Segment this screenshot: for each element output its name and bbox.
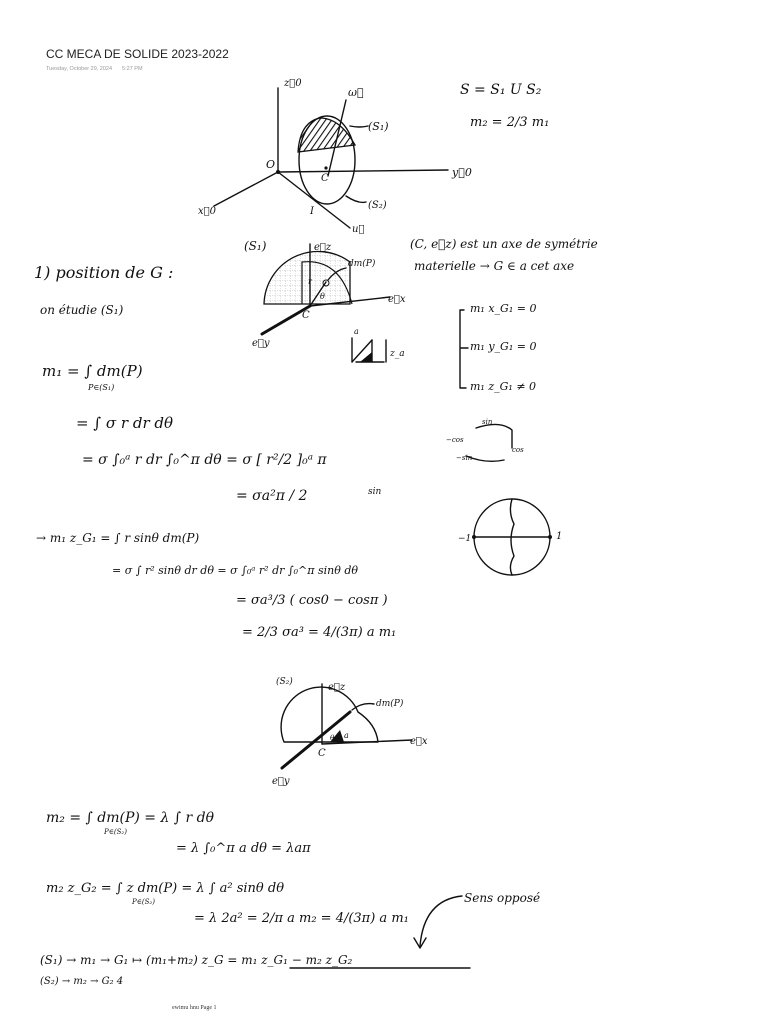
page-footer: ewimu hnu Page 1 — [172, 1005, 217, 1011]
page-title: CC MECA DE SOLIDE 2023-2022 — [46, 47, 229, 61]
fig2-label-dm: dm(P) — [348, 259, 376, 269]
section-heading: 1) position de G : — [34, 263, 174, 282]
eq-m1-line2: = ∫ σ r dr dθ — [76, 414, 174, 432]
circle-left: −1 — [458, 534, 472, 544]
unit-circle-sketch — [458, 499, 562, 575]
figure-2-half-disc — [244, 239, 406, 349]
brace-line-2: m₁ y_G₁ = 0 — [470, 340, 537, 353]
label-s2: (S₂) — [368, 200, 387, 211]
fig2-label-c: C — [302, 310, 310, 321]
brace — [460, 310, 468, 388]
s2-pointer — [346, 196, 366, 202]
note-date: Tuesday, October 29, 2024 — [46, 66, 113, 72]
half-disc-shape — [264, 251, 350, 304]
eq-m2-sub: P∈(S₂) — [104, 828, 127, 836]
label-y0: y⃗0 — [452, 166, 472, 179]
eq-bottom-cut: (S₂) → m₂ → G₂ 4 — [40, 976, 124, 987]
loop-neg-sin: −sin — [456, 454, 473, 462]
fig3-label-ex: e⃗x — [410, 736, 428, 747]
eq-m1-line4: = σa²π / 2 — [236, 488, 308, 504]
axis-x0 — [214, 172, 278, 206]
note-time: 5:27 PM — [122, 66, 143, 72]
point-o — [276, 170, 280, 174]
fig2-label-ez: e⃗z — [314, 242, 332, 253]
eq-m2-line2: = λ ∫₀^π a dθ = λaπ — [176, 841, 311, 856]
note-opposite: Sens opposé — [464, 891, 541, 905]
brace-line-3: m₁ z_G₁ ≠ 0 — [470, 380, 537, 393]
s-definition: S = S₁ U S₂ — [460, 82, 542, 98]
label-u: u⃗ — [352, 224, 365, 235]
eq-m1-sub: P∈(S₁) — [88, 383, 115, 392]
eq-m1-side: sin — [368, 487, 382, 497]
fig2-label-r: r — [308, 277, 312, 286]
fig3-label-theta: θ — [330, 734, 335, 742]
fig3-label-a: a — [344, 731, 349, 740]
figure-1-solid-sketch — [198, 78, 549, 235]
small-triangle-figure — [352, 327, 405, 362]
eq-zg1-line1: → m₁ z_G₁ = ∫ r sinθ dm(P) — [36, 531, 200, 545]
label-s1: (S₁) — [368, 120, 389, 133]
label-o: O — [266, 158, 276, 171]
trig-cycle-sketch — [446, 418, 524, 462]
fig3-label-ez: e⃗z — [328, 682, 346, 693]
small-label-za: z_a — [390, 349, 405, 359]
fig3-label-s2: (S₂) — [276, 677, 293, 687]
small-label-a: a — [354, 327, 359, 336]
solid-s1-hatched — [298, 118, 355, 152]
symmetry-line-1: (C, e⃗z) est un axe de symétrie — [410, 237, 598, 251]
eq-m2-line1: m₂ = ∫ dm(P) = λ ∫ r dθ — [46, 810, 215, 826]
label-z0: z⃗0 — [284, 78, 302, 89]
eq-zg2-line1: m₂ z_G₂ = ∫ z dm(P) = λ ∫ a² sinθ dθ — [46, 881, 285, 896]
fig2-label-theta: θ — [320, 292, 325, 301]
eq-zg1-line4: = 2/3 σa³ = 4/(3π) a m₁ — [242, 625, 397, 640]
loop-cos: cos — [512, 446, 524, 454]
figure-3-half-circle — [272, 676, 428, 787]
eq-zg1-line2: = σ ∫ r² sinθ dr dθ = σ ∫₀ᵃ r² dr ∫₀^π sinθ dθ — [112, 564, 358, 577]
label-c: C — [321, 173, 329, 184]
label-omega: ω⃗ — [348, 86, 364, 99]
brace-line-1: m₁ x_G₁ = 0 — [470, 302, 537, 315]
label-x0: x⃗0 — [198, 206, 217, 217]
fig2-label-s1: (S₁) — [244, 239, 267, 253]
point-c — [324, 166, 327, 169]
eq-zg1-line3: = σa³/3 ( cos0 − cosπ ) — [236, 593, 388, 608]
s1-pointer — [350, 126, 368, 127]
m2-definition: m₂ = 2/3 m₁ — [470, 115, 550, 130]
fig3-label-ey: e⃗y — [272, 776, 290, 787]
eq-bottom-line: (S₁) → m₁ → G₁ ↦ (m₁+m₂) z_G = m₁ z_G₁ − m₂ z_G₂ — [40, 953, 353, 967]
axis-y0 — [278, 170, 448, 172]
fig3-label-dm: dm(P) — [376, 699, 404, 709]
fig2-label-ex: e⃗x — [388, 294, 406, 305]
fig2-label-ey: e⃗y — [252, 338, 270, 349]
eq-zg2-line2: = λ 2a² = 2/π a m₂ = 4/(3π) a m₁ — [194, 911, 409, 926]
symmetry-line-2: materielle → G ∈ a cet axe — [414, 259, 575, 273]
label-i: I — [310, 206, 314, 217]
loop-sin: sin — [482, 418, 493, 426]
circle-right: 1 — [556, 531, 563, 542]
fig3-label-c: C — [318, 748, 326, 759]
eq-m1-line1: m₁ = ∫ dm(P) — [42, 362, 143, 380]
eq-m1-line3: = σ ∫₀ᵃ r dr ∫₀^π dθ = σ [ r²/2 ]₀ᵃ π — [82, 452, 327, 468]
eq-zg2-sub: P∈(S₂) — [132, 898, 155, 906]
loop-neg-cos: −cos — [446, 436, 464, 444]
study-line: on étudie (S₁) — [40, 303, 124, 317]
